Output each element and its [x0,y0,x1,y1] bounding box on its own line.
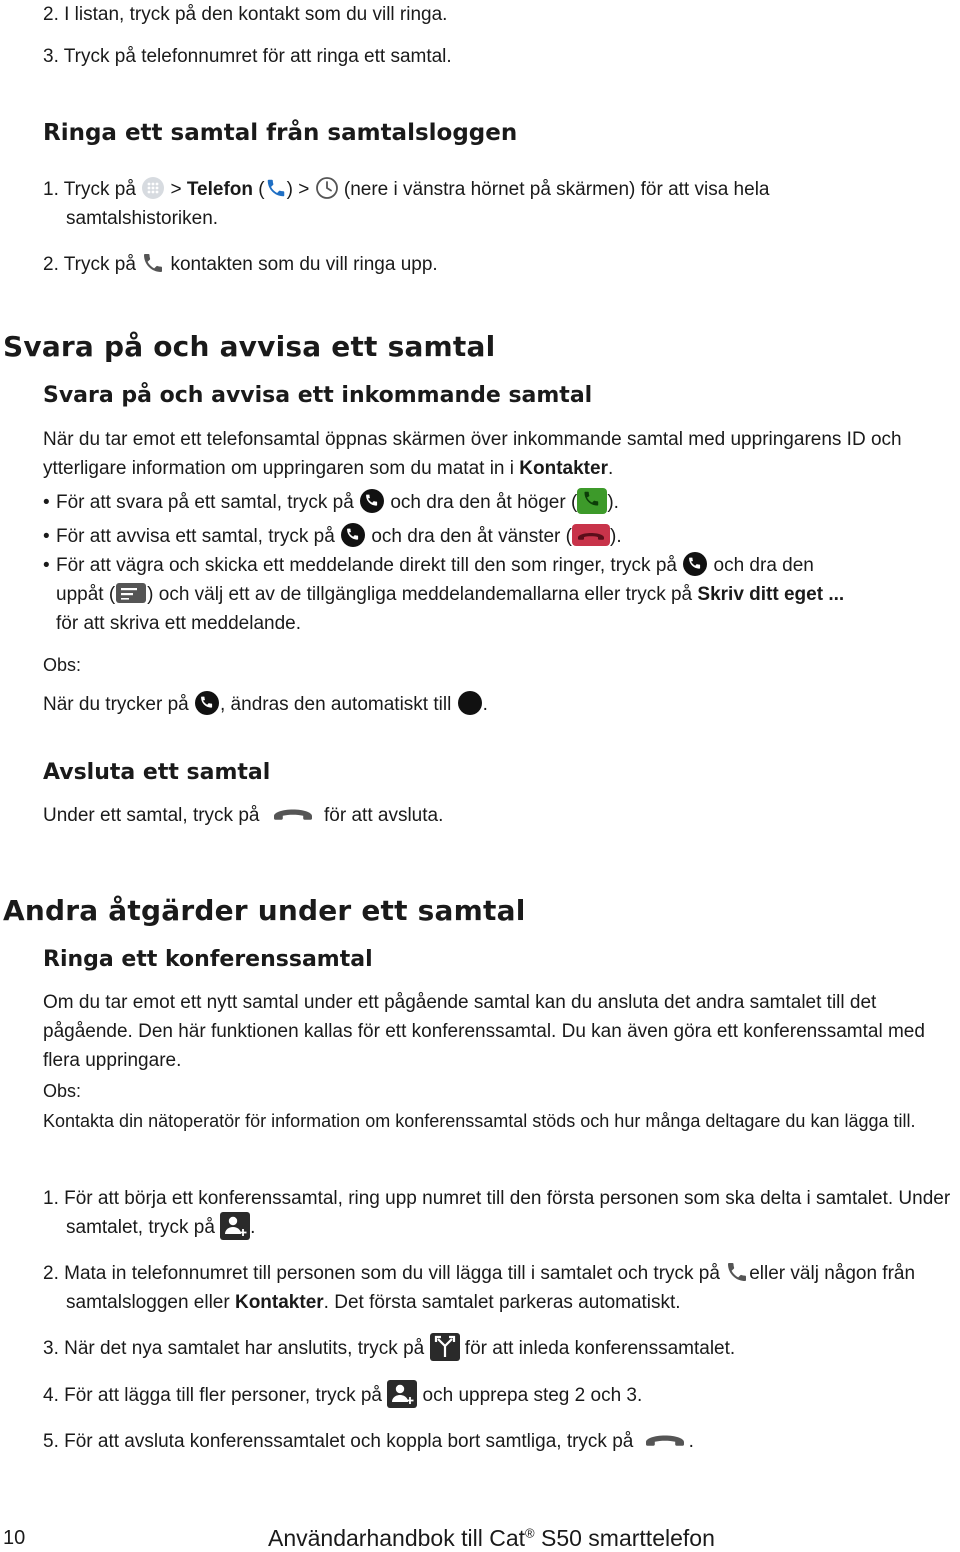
conf-step-5: 5. För att avsluta konferenssamtalet och koppla bort samtliga, tryck på . [43,1431,694,1452]
bullet-reject: • För att avvisa ett samtal, tryck på och dra den åt vänster ( ). [43,522,952,551]
conf-step-4: 4. För att lägga till fler personer, tryck på och upprepa steg 2 och 3. [43,1381,952,1410]
incoming-intro: När du tar emot ett telefonsamtal öppnas skärmen över inkommande samtal med uppringarens ID och ytterligare information om uppringaren som du matat in i Kontakter. [43,429,902,479]
phone-handset-icon [725,1260,749,1284]
end-call-text: Under ett samtal, tryck på för att avsluta. [43,805,444,826]
answer-call-icon [577,488,607,514]
note-text: När du trycker på , ändras den automatiskt till . [43,690,952,719]
call-handle-icon [194,690,220,716]
bullet-answer: • För att svara på ett samtal, tryck på och dra den åt höger ( ). [43,488,952,517]
list-step-2: 2. I listan, tryck på den kontakt som du vill ringa. [43,4,448,25]
add-participant-icon [387,1380,417,1408]
log-step-1: 1. Tryck på > Telefon ( ) > (nere i vänstra hörnet på skärmen) för att visa hela samtalshistoriken. [43,175,906,233]
end-call-icon [271,804,315,824]
conference-intro: Om du tar emot ett nytt samtal under ett pågående samtal kan du ansluta det andra samtalet till det pågående. Den här funktionen kallas för ett konferenssamtal. Du kan även göra ett konferenssamtal med flera uppringare. [43,992,925,1071]
call-handle-icon [359,488,385,514]
apps-icon [141,176,165,200]
section-heading-end-call: Avsluta ett samtal [43,760,271,785]
filled-circle-icon [457,690,483,716]
call-handle-icon [682,551,708,577]
conf-step-2: 2. Mata in telefonnumret till personen som du vill lägga till i samtalet och tryck på eller välj någon från samtalsloggen eller Kontakter. Det första samtalet parkeras automatiskt. [43,1259,960,1317]
phone-handset-icon [141,251,165,275]
subsection-title-incoming: Svara på och avvisa ett inkommande samtal [43,383,593,408]
add-participant-icon [220,1212,250,1240]
bullet-reject-message-cont: uppåt ( ) och välj ett av de tillgängliga meddelandemallarna eller tryck på Skriv ditt eget ... [43,580,952,609]
obs-text-2: Kontakta din nätoperatör för information om konferenssamtal stöds och hur många deltagare du kan lägga till. [43,1111,916,1131]
subsection-title-conference: Ringa ett konferenssamtal [43,947,373,972]
conf-step-3: 3. När det nya samtalet har anslutits, tryck på för att inleda konferenssamtalet. [43,1334,952,1363]
message-icon [115,582,147,604]
section-title-answer-reject: Svara på och avvisa ett samtal [3,330,496,363]
end-call-icon [643,1430,687,1450]
reject-call-icon [572,524,610,546]
list-step-3: 3. Tryck på telefonnumret för att ringa ett samtal. [43,46,452,67]
bullet-reject-message-cont2: för att skriva ett meddelande. [56,613,302,634]
obs-label-2: Obs: [43,1081,82,1101]
merge-calls-icon [430,1333,460,1361]
obs-label: Obs: [43,655,82,675]
conf-step-1: 1. För att börja ett konferenssamtal, ring upp numret till den första personen som ska delta i samtalet. Under samtalet, tryck på . [43,1188,951,1238]
log-step-2: 2. Tryck på kontakten som du vill ringa upp. [43,250,952,279]
phone-app-icon [265,177,287,199]
page-number: 10 [3,1527,26,1549]
section-title-other-actions: Andra åtgärder under ett samtal [3,894,526,927]
section-heading-call-log: Ringa ett samtal från samtalsloggen [43,120,518,146]
clock-history-icon [315,176,339,200]
call-handle-icon [340,522,366,548]
bullet-reject-message: • För att vägra och skicka ett meddelande direkt till den som ringer, tryck på och dra den [43,551,952,580]
footer-title: Användarhandbok till Cat® S50 smarttelefon [268,1525,715,1551]
